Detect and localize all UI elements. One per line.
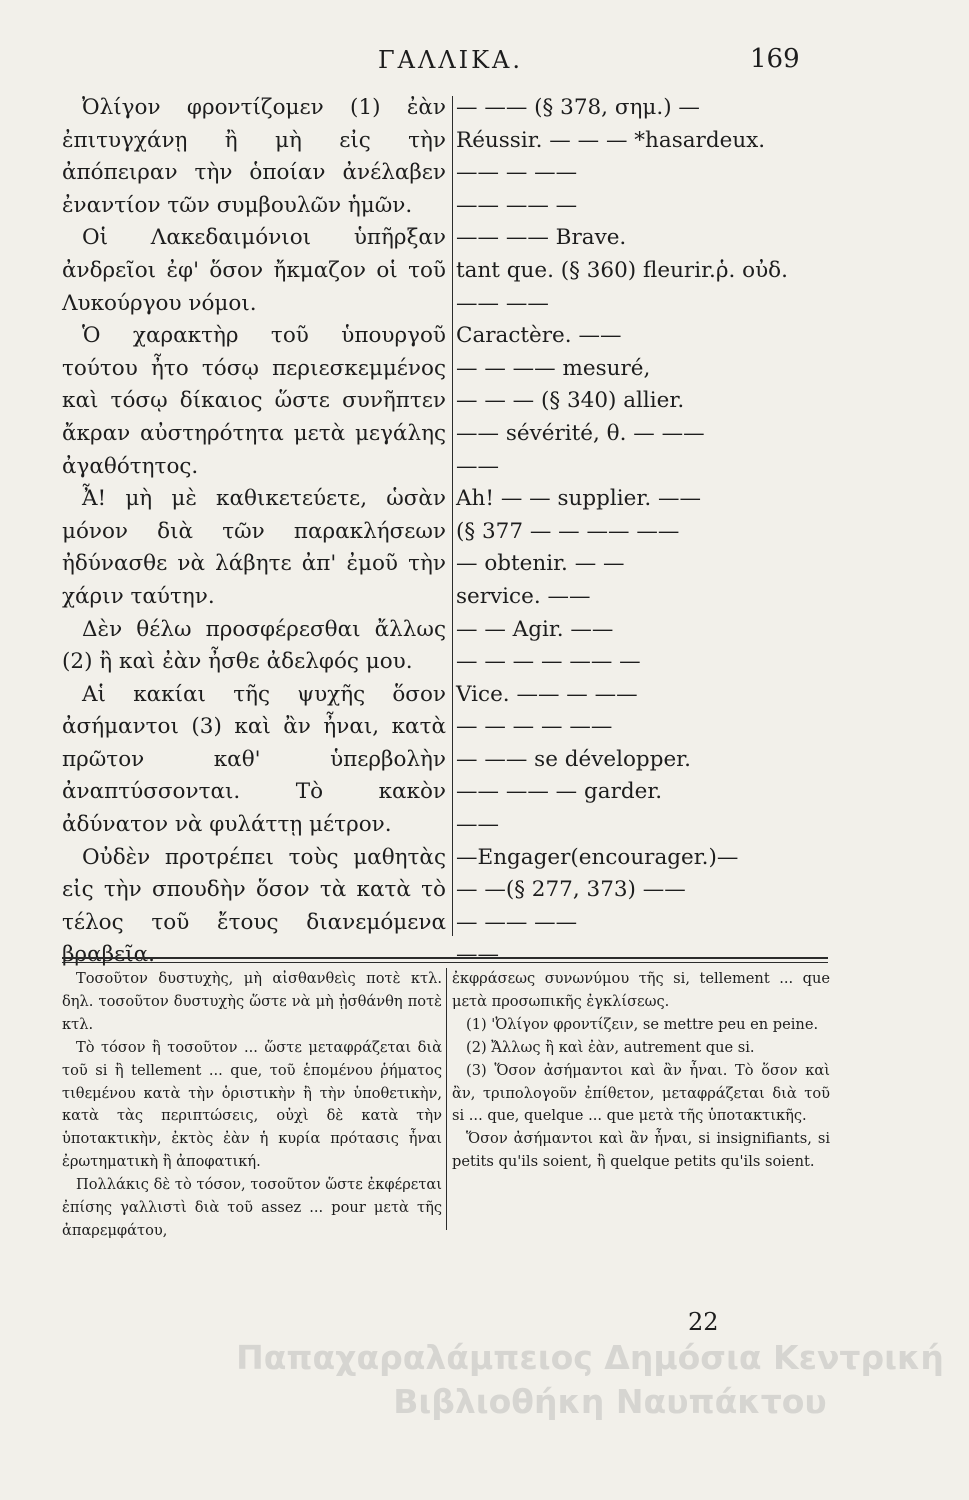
vocab-line: — —(§ 277, 373) —— <box>456 877 686 903</box>
footnote: ἐκφράσεως συνωνύμου τῆς si, tellement ... que μετὰ προσωπικῆς ἐγκλίσεως. <box>452 970 830 1010</box>
footnotes-right <box>452 968 830 1174</box>
footnote-divider <box>446 968 447 1230</box>
footnote-rule-thin <box>62 962 828 963</box>
vocab-line: —— <box>456 453 499 479</box>
vocab-line: — — —— mesuré, <box>456 355 651 381</box>
paragraph: Ὁ χαρακτὴρ τοῦ ὑπουργοῦ τούτου ἦτο τόσῳ περιεσκεμμένος καὶ τόσῳ δίκαιος ὥστε συνῆπτεν ἄκραν αὐστηρότητα μετὰ μεγάλης ἀγαθότητος. <box>62 323 446 479</box>
footnote: Τὸ τόσον ἢ τοσοῦτον ... ὥστε μεταφράζεται διὰ τοῦ si ἢ tellement ... que, τοῦ ἑπομένου ῥήματος τιθεμένου κατὰ τὴν ὁριστικὴν ἢ τὴν ὑποθετικὴν, κατὰ τὰς περιπτώσεις, οὐχὶ δὲ κατὰ τὴν ὑποτακτικὴν, ἐκτὸς ἐὰν ἡ κυρία πρότασις ἦναι ἐρωτηματικὴ ἢ ἀποφατική. <box>62 1038 442 1171</box>
vocab-line: —Engager(encourager.)— <box>456 844 739 870</box>
paragraph: Ὀλίγον φροντίζομεν (1) ἐὰν ἐπιτυγχάνῃ ἢ μὴ εἰς τὴν ἀπόπειραν τὴν ὁποίαν ἀνέλαβεν ἐναντίον τῶν συμβουλῶν ἡμῶν. <box>62 95 446 218</box>
page-number: 169 <box>750 44 800 74</box>
watermark-line: Παπαχαραλάμπειος Δημόσια Κεντρική <box>236 1338 944 1377</box>
library-watermark <box>220 1336 960 1424</box>
vocab-line: — — — — —— <box>456 714 613 740</box>
vocab-line: Caractère. —— <box>456 323 622 349</box>
vocab-line: —— —— — <box>456 192 578 218</box>
vocab-line: —— —— — garder. <box>456 779 663 805</box>
vocab-line: Ah! — — supplier. —— <box>456 486 701 512</box>
paragraph: Αἱ κακίαι τῆς ψυχῆς ὅσον ἀσήμαντοι (3) καὶ ἂν ἦναι, κατὰ πρῶτον καθ' ὑπερβολὴν ἀναπτύσσονται. Τὸ κακὸν ἀδύνατον νὰ φυλάττῃ μέτρον. <box>62 681 446 838</box>
vocab-line: (§ 377 — — —— —— <box>456 518 680 544</box>
paragraph: Ἆ! μὴ μὲ καθικετεύετε, ὡσὰν μόνον διὰ τῶν παρακλήσεων ἠδύνασθε νὰ λάβητε ἀπ' ἐμοῦ τὴν χάριν ταύτην. <box>62 486 446 609</box>
footnote: Τοσοῦτον δυστυχὴς, μὴ αἰσθανθεὶς ποτὲ κτλ. δηλ. τοσοῦτον δυστυχὴς ὥστε νὰ μὴ ᾐσθάνθη ποτὲ κτλ. <box>62 970 442 1033</box>
signature-mark: 22 <box>688 1308 719 1336</box>
vocab-line: — — Agir. —— <box>456 616 614 642</box>
vocab-line: — — — (§ 340) allier. <box>456 388 685 414</box>
running-head <box>0 42 969 82</box>
footnotes-left <box>62 968 442 1243</box>
watermark-line: Βιβλιοθήκη Ναυπάκτου <box>393 1382 827 1421</box>
footnote: Πολλάκις δὲ τὸ τόσον, τοσοῦτον ὥστε ἐκφέρεται ἐπίσης γαλλιστὶ διὰ τοῦ assez ... pour μετὰ τῆς ἀπαρεμφάτου, <box>62 1176 442 1239</box>
vocab-line: — —— se développer. <box>456 746 691 772</box>
footnote: Ὅσον ἀσήμαντοι καὶ ἂν ἦναι, si insignifiants, si petits qu'ils soient, ἢ quelque petits qu'ils soient. <box>452 1130 830 1171</box>
vocab-line: — —— —— <box>456 909 578 935</box>
vocab-line: service. —— <box>456 583 591 609</box>
paragraph: Οὐδὲν προτρέπει τοὺς μαθητὰς εἰς τὴν σπουδὴν ὅσον τὰ κατὰ τὸ τέλος τοῦ ἔτους διανεμόμενα βραβεῖα. <box>62 844 446 968</box>
vocab-line: tant que. (§ 360) fleurir.ῥ. οὐδ. <box>456 257 788 283</box>
paragraph: Δὲν θέλω προσφέρεσθαι ἄλλως (2) ἢ καὶ ἐὰν ἦσθε ἀδελφός μου. <box>62 616 446 675</box>
vocab-line: — — — — —— — <box>456 649 641 675</box>
vocab-line: Réussir. — — — *hasardeux. <box>456 127 766 153</box>
vocab-line: —— <box>456 812 499 838</box>
column-divider <box>452 96 453 936</box>
vocab-line: —— —— <box>456 290 549 316</box>
vocab-line: — obtenir. — — <box>456 551 625 577</box>
vocab-line: —— —— Brave. <box>456 225 627 251</box>
running-title: ΓΑΛΛΙΚΑ. <box>378 46 524 74</box>
vocab-line: —— — —— <box>456 160 578 186</box>
vocab-line: — —— (§ 378, σημ.) — <box>456 95 700 120</box>
greek-exercise-column <box>62 92 446 972</box>
paragraph: Οἱ Λακεδαιμόνιοι ὑπῆρξαν ἀνδρεῖοι ἐφ' ὅσον ἤκμαζον οἱ τοῦ Λυκούργου νόμοι. <box>62 225 446 316</box>
footnote: (2) Ἄλλως ἢ καὶ ἐὰν, autrement que si. <box>466 1038 755 1056</box>
vocab-line: Vice. —— — —— <box>456 681 638 707</box>
french-vocabulary-column <box>456 92 828 972</box>
footnote: (3) Ὅσον ἀσήμαντοι καὶ ἂν ἦναι. Τὸ ὅσον καὶ ἂν, τριπολογοῦν ἐπίθετον, μεταφράζεται διὰ τοῦ si ... que, quelque ... que μετὰ τῆς ὑποτακτικῆς. <box>452 1061 830 1125</box>
vocab-line: —— sévérité, θ. — —— <box>456 420 705 446</box>
footnote-rule <box>62 957 828 959</box>
vocab-line: —— <box>456 942 499 968</box>
footnote: (1) 'Ὀλίγον φροντίζειν, se mettre peu en peine. <box>466 1015 819 1033</box>
